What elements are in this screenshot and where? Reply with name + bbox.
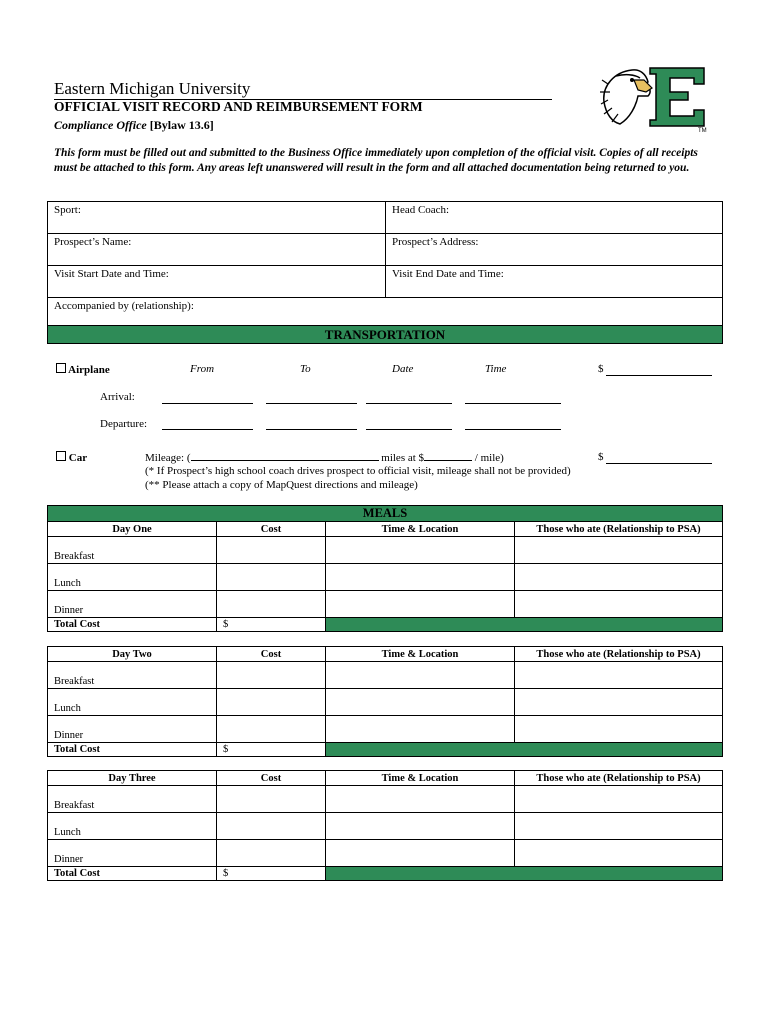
table-cell[interactable] [515,689,723,716]
table-cell[interactable] [515,840,723,867]
breakfast-label: Breakfast [48,537,217,564]
arrival-time-line[interactable] [465,403,561,404]
prospect-address-label: Prospect’s Address: [392,236,479,248]
col-time-location: Time & Location [326,771,515,786]
day-three-label: Day Three [48,771,217,786]
arrival-date-line[interactable] [366,403,452,404]
table-cell[interactable] [326,813,515,840]
university-name: Eastern Michigan University [54,80,552,100]
table-cell[interactable] [326,564,515,591]
head-coach-field[interactable] [386,202,723,234]
lunch-label: Lunch [48,813,217,840]
lunch-label: Lunch [48,689,217,716]
day-one-label: Day One [48,522,217,537]
airplane-label: Airplane [68,364,110,376]
airplane-cost-line[interactable] [606,375,712,376]
col-cost: Cost [217,771,326,786]
mileage-prefix: Mileage: ( [145,452,191,464]
table-cell[interactable] [326,537,515,564]
total-cost-label: Total Cost [48,867,217,881]
airplane-checkbox[interactable] [56,363,66,373]
day-two-label: Day Two [48,647,217,662]
col-cost: Cost [217,647,326,662]
visit-start-field[interactable] [48,266,386,298]
car-checkbox[interactable] [56,451,66,461]
form-instructions: This form must be filled out and submitted to the Business Office immediately upon completion of the official visit. Copies of all receipts must be attached to this form. Any areas left unanswered will result in the form and all attached documentation being returned to you. [54,147,698,174]
col-time: Time [485,363,507,375]
mileage-line [145,451,504,464]
table-cell[interactable] [217,716,326,743]
dinner-label: Dinner [48,840,217,867]
col-date: Date [392,363,414,375]
mileage-note-1: (* If Prospect’s high school coach drives prospect to official visit, mileage shall not be provided) [145,465,571,477]
col-those-who-ate: Those who ate (Relationship to PSA) [515,522,723,537]
airplane-option[interactable] [56,363,110,376]
dinner-label: Dinner [48,591,217,618]
lunch-label: Lunch [48,564,217,591]
total-cost-dollar[interactable]: $ [217,867,326,881]
table-cell[interactable] [217,813,326,840]
departure-to-line[interactable] [266,429,357,430]
table-cell[interactable] [217,786,326,813]
arrival-label: Arrival: [100,391,135,403]
table-cell[interactable] [515,537,723,564]
visit-end-label: Visit End Date and Time: [392,268,504,280]
rate-blank[interactable] [424,451,472,461]
visit-info-table [47,201,723,330]
meals-day-three-table [47,770,723,881]
prospect-name-field[interactable] [48,234,386,266]
mileage-blank[interactable] [191,451,379,461]
col-those-who-ate: Those who ate (Relationship to PSA) [515,647,723,662]
visit-start-label: Visit Start Date and Time: [54,268,169,280]
table-cell[interactable] [326,840,515,867]
eagle-logo-icon [598,62,712,132]
col-time-location: Time & Location [326,647,515,662]
table-cell[interactable] [515,564,723,591]
transportation-header: TRANSPORTATION [47,325,723,344]
accompanied-label: Accompanied by (relationship): [54,300,194,312]
table-cell[interactable] [515,813,723,840]
col-those-who-ate: Those who ate (Relationship to PSA) [515,771,723,786]
per-mile-label: / mile) [474,452,504,464]
departure-from-line[interactable] [162,429,253,430]
car-option[interactable] [56,451,87,464]
form-title: OFFICIAL VISIT RECORD AND REIMBURSEMENT FORM [54,99,423,114]
prospect-address-field[interactable] [386,234,723,266]
compliance-office-label: Compliance Office [54,118,147,132]
departure-time-line[interactable] [465,429,561,430]
total-shaded-cell [326,743,723,757]
sport-label: Sport: [54,204,81,216]
total-cost-label: Total Cost [48,743,217,757]
total-shaded-cell [326,867,723,881]
departure-label: Departure: [100,418,148,430]
meals-day-two-table [47,646,723,757]
table-cell[interactable] [515,662,723,689]
table-cell[interactable] [217,689,326,716]
total-cost-dollar[interactable]: $ [217,618,326,632]
table-cell[interactable] [217,840,326,867]
airplane-cost-dollar: $ [598,363,604,375]
dinner-label: Dinner [48,716,217,743]
table-cell[interactable] [326,786,515,813]
table-cell[interactable] [217,591,326,618]
table-cell[interactable] [217,662,326,689]
table-cell[interactable] [326,662,515,689]
col-cost: Cost [217,522,326,537]
table-cell[interactable] [326,716,515,743]
arrival-to-line[interactable] [266,403,357,404]
table-cell[interactable] [515,786,723,813]
table-cell[interactable] [515,591,723,618]
col-time-location: Time & Location [326,522,515,537]
col-from: From [190,363,215,375]
total-cost-label: Total Cost [48,618,217,632]
total-cost-dollar[interactable]: $ [217,743,326,757]
head-coach-label: Head Coach: [392,204,450,216]
compliance-line [54,118,214,133]
car-cost-line[interactable] [606,463,712,464]
table-cell[interactable] [326,689,515,716]
table-cell[interactable] [217,564,326,591]
meals-header: MEALS [48,506,723,522]
logo-trademark: TM [698,128,707,132]
breakfast-label: Breakfast [48,786,217,813]
arrival-from-line[interactable] [162,403,253,404]
sport-field[interactable] [48,202,386,234]
miles-at-label: miles at $ [381,452,425,464]
table-cell[interactable] [217,537,326,564]
bylaw-label: [Bylaw 13.6] [149,118,214,132]
mileage-note-2: (** Please attach a copy of MapQuest directions and mileage) [145,479,418,491]
prospect-name-label: Prospect’s Name: [54,236,132,248]
departure-date-line[interactable] [366,429,452,430]
visit-end-field[interactable] [386,266,723,298]
car-cost-dollar: $ [598,451,604,463]
table-cell[interactable] [326,591,515,618]
table-cell[interactable] [515,716,723,743]
breakfast-label: Breakfast [48,662,217,689]
col-to: To [300,363,311,375]
total-shaded-cell [326,618,723,632]
meals-day-one-table [47,505,723,632]
car-label: Car [68,452,88,464]
